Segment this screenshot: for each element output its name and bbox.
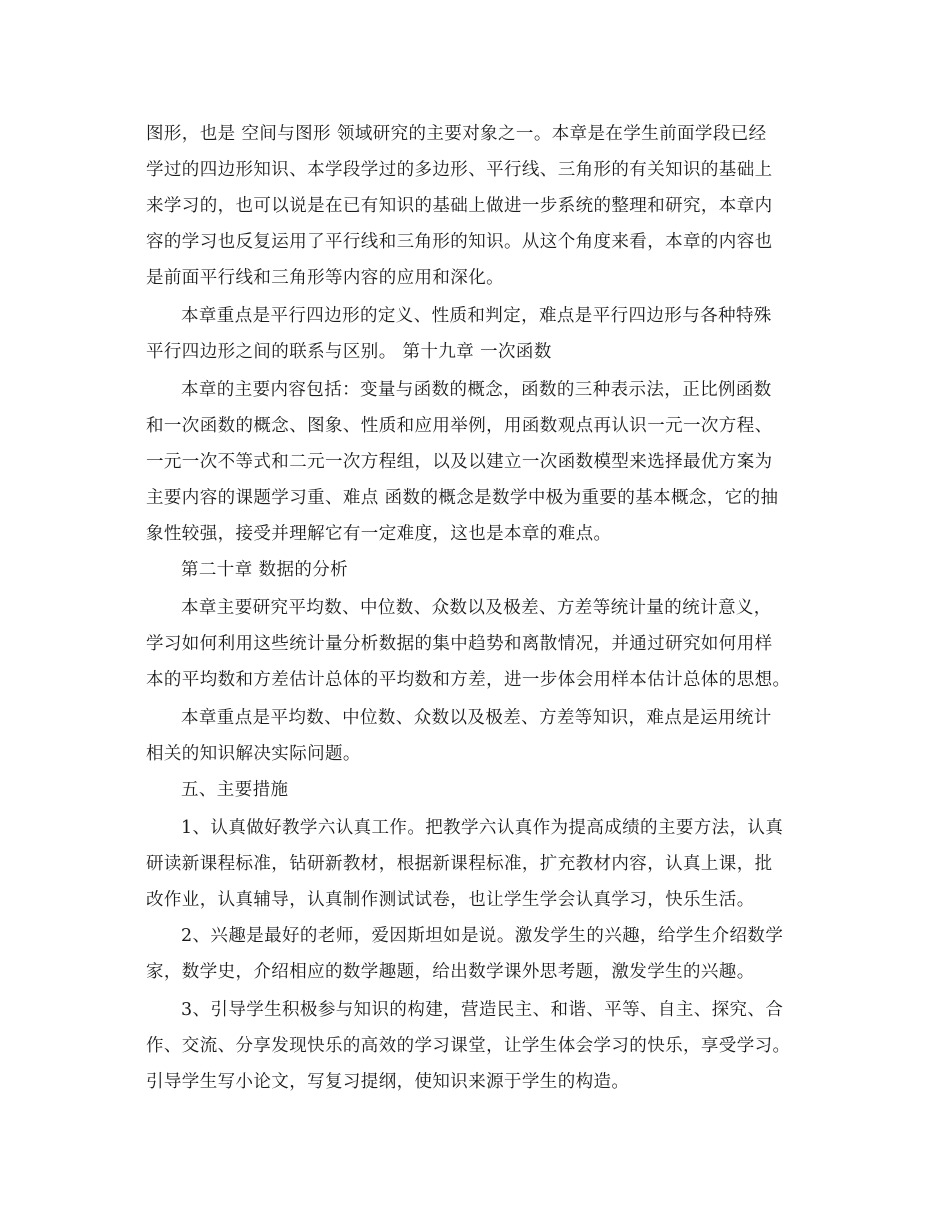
body-text-line: 图形，也是 空间与图形 领域研究的主要对象之一。本章是在学生前面学段已经 xyxy=(146,124,767,144)
body-text-line: 研读新课程标准，钻研新教材，根据新课程标准，扩充教材内容，认真上课，批 xyxy=(146,854,773,874)
body-text-line: 平行四边形之间的联系与区别。 第十九章 一次函数 xyxy=(146,342,552,362)
body-text-line: 学过的四边形知识、本学段学过的多边形、平行线、三角形的有关知识的基础上 xyxy=(146,160,773,180)
paragraph-first-line: 2、兴趣是最好的老师，爱因斯坦如是说。激发学生的兴趣，给学生介绍数学 xyxy=(181,926,784,946)
body-text-line: 引导学生写小论文，写复习提纲，使知识来源于学生的构造。 xyxy=(146,1072,630,1092)
body-text-line: 象性较强，接受并理解它有一定难度，这也是本章的难点。 xyxy=(146,524,612,544)
paragraph-first-line: 3、引导学生积极参与知识的构建，营造民主、和谐、平等、自主、探究、合 xyxy=(181,1000,784,1020)
body-text-line: 一元一次不等式和二元一次方程组，以及以建立一次函数模型来选择最优方案为 xyxy=(146,452,773,472)
body-text-line: 改作业，认真辅导，认真制作测试试卷，也让学生学会认真学习，快乐生活。 xyxy=(146,890,755,910)
paragraph-first-line: 本章主要研究平均数、中位数、众数以及极差、方差等统计量的统计意义， xyxy=(181,598,772,618)
body-text-line: 本的平均数和方差估计总体的平均数和方差，进一步体会用样本估计总体的思想。 xyxy=(146,670,791,690)
paragraph-first-line: 1、认真做好教学六认真工作。把教学六认真作为提高成绩的主要方法，认真 xyxy=(181,818,784,838)
body-text-line: 相关的知识解决实际问题。 xyxy=(146,744,361,764)
body-text-line: 是前面平行线和三角形等内容的应用和深化。 xyxy=(146,268,504,288)
paragraph-first-line: 本章重点是平均数、中位数、众数以及极差、方差等知识，难点是运用统计 xyxy=(181,708,772,728)
body-text-line: 主要内容的课题学习重、难点 函数的概念是数学中极为重要的基本概念，它的抽 xyxy=(146,488,779,508)
section-heading: 五、主要措施 xyxy=(181,780,289,800)
body-text-line: 学习如何利用这些统计量分析数据的集中趋势和离散情况，并通过研究如何用样 xyxy=(146,634,773,654)
body-text-line: 家，数学史，介绍相应的数学趣题，给出数学课外思考题，激发学生的兴趣。 xyxy=(146,962,755,982)
body-text-line: 容的学习也反复运用了平行线和三角形的知识。从这个角度来看，本章的内容也 xyxy=(146,232,773,252)
body-text-line: 和一次函数的概念、图象、性质和应用举例，用函数观点再认识一元一次方程、 xyxy=(146,416,773,436)
section-heading: 第二十章 数据的分析 xyxy=(181,560,349,580)
body-text-line: 来学习的，也可以说是在已有知识的基础上做进一步系统的整理和研究，本章内 xyxy=(146,196,773,216)
paragraph-first-line: 本章重点是平行四边形的定义、性质和判定，难点是平行四边形与各种特殊 xyxy=(181,306,772,326)
paragraph-first-line: 本章的主要内容包括：变量与函数的概念，函数的三种表示法，正比例函数 xyxy=(181,380,772,400)
body-text-line: 作、交流、分享发现快乐的高效的学习课堂，让学生体会学习的快乐，享受学习。 xyxy=(146,1036,791,1056)
